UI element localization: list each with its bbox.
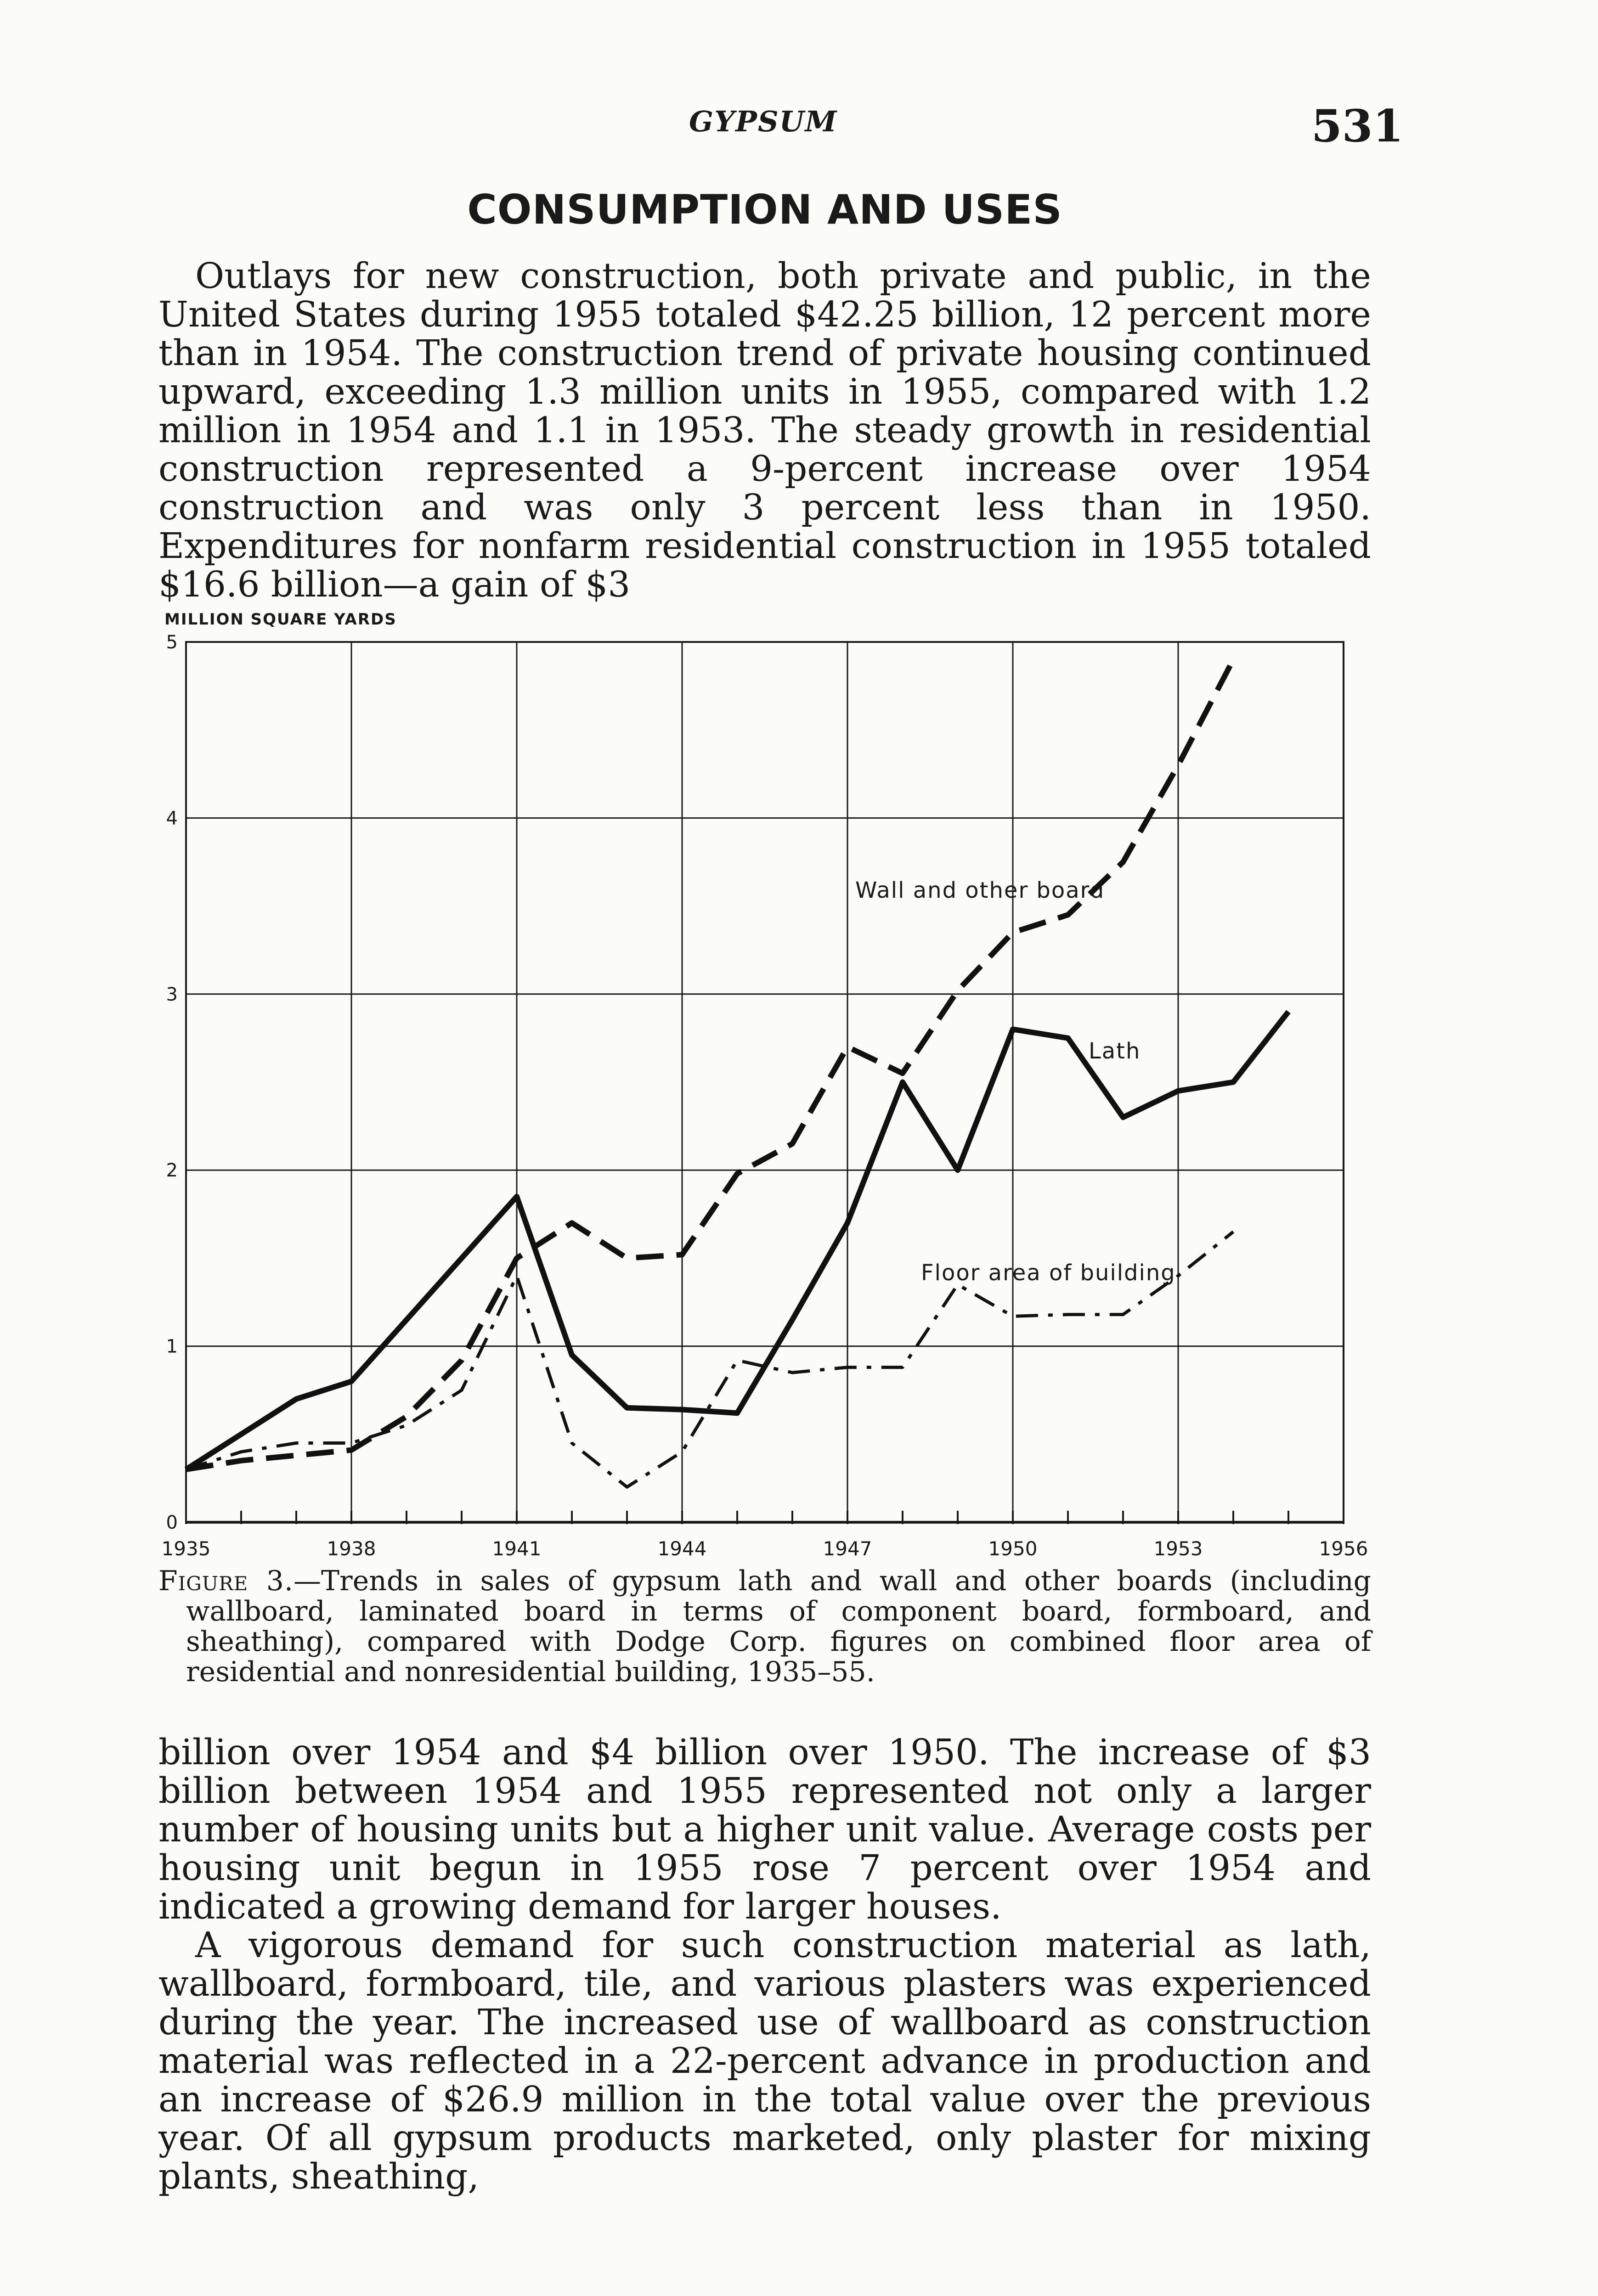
running-head: GYPSUM (689, 105, 838, 138)
y-tick-label: 3 (166, 984, 178, 1005)
y-tick-label: 4 (166, 808, 178, 829)
series-label-lath: Lath (1089, 1038, 1141, 1064)
x-tick-label: 1941 (492, 1537, 542, 1560)
chart-y-axis-label: MILLION SQUARE YARDS (164, 610, 397, 629)
series-label-wall-board: Wall and other board (855, 878, 1105, 903)
series-label-floor-area: Floor area of building (921, 1260, 1176, 1286)
y-tick-label: 2 (166, 1160, 178, 1182)
figure-caption-text: —Trends in sales of gypsum lath and wall and other boards (including wallboard, laminated board in terms of component board, formboard, and sheathing), compared with Dodge Corp. figures on combined floor area of residential and nonresidential building, 1935–55. (186, 1565, 1371, 1688)
x-tick-label: 1956 (1319, 1537, 1368, 1560)
x-tick-label: 1947 (823, 1537, 872, 1560)
paragraph-2: billion over 1954 and $4 billion over 1950. The increase of $3 billion between 1954 and 1955 represented not only a larger number of housing units but a higher unit value. Average costs per housing unit begun in 1955 rose 7 percent over 1954 and indicated a growing demand for larger houses. (158, 1732, 1371, 1927)
y-tick-label: 5 (166, 632, 178, 653)
paragraph-1: Outlays for new construction, both private and public, in the United States during 1955 totaled $42.25 billion, 12 percent more than in 1954. The construction trend of private housing continued upward, exceeding 1.3 million units in 1955, compared with 1.2 million in 1954 and 1.1 in 1953. The steady growth in residential construction represented a 9-percent increase over 1954 construction and was only 3 percent less than in 1950. Expenditures for nonfarm residential construction in 1955 totaled $16.6 billion—a gain of $3 (158, 256, 1371, 605)
x-tick-label: 1953 (1153, 1537, 1203, 1560)
x-tick-label: 1950 (988, 1537, 1038, 1560)
y-tick-label: 0 (166, 1512, 178, 1533)
x-tick-label: 1935 (161, 1537, 211, 1560)
chart-tick-labels (162, 632, 1368, 1560)
page-number: 531 (1311, 100, 1404, 152)
figure-caption (158, 1566, 1371, 1687)
x-tick-label: 1944 (657, 1537, 707, 1560)
y-tick-label: 1 (166, 1336, 178, 1357)
paragraph-3: A vigorous demand for such construction material as lath, wallboard, formboard, tile, and various plasters was experienced during the year. The increased use of wallboard as construction material was reflected in a 22-percent advance in production and an increase of $26.9 million in the total value over the previous year. Of all gypsum products marketed, only plaster for mixing plants, sheathing, (158, 1925, 1371, 2197)
series-line (186, 659, 1233, 1469)
chart-frame (186, 642, 1344, 1522)
x-tick-label: 1938 (327, 1537, 376, 1560)
section-title: CONSUMPTION AND USES (467, 186, 1062, 233)
figure-label: Figure 3. (158, 1565, 294, 1597)
